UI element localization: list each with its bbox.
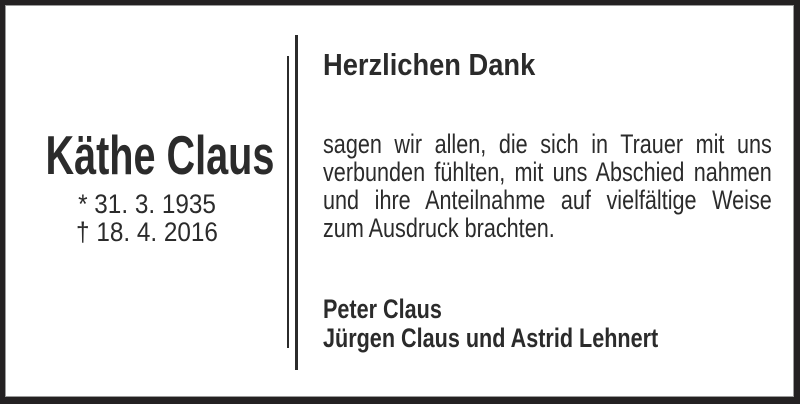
signatories [323, 295, 772, 353]
separator-rule-thin [287, 56, 289, 348]
body-line: und ihre Anteilnahme auf vielfältige Weise [323, 185, 772, 215]
death-date: † 18. 4. 2016 [76, 217, 218, 247]
deceased-name: Käthe Claus [45, 124, 275, 186]
signatory-name: Peter Claus [323, 294, 442, 324]
birth-date: * 31. 3. 1935 [78, 189, 216, 219]
notice-body [323, 130, 772, 242]
separator-rule-main [295, 35, 298, 370]
body-line: sagen wir allen, die sich in Trauer mit uns [323, 129, 772, 159]
life-dates [20, 190, 274, 246]
body-line: zum Ausdruck brachten. [323, 213, 555, 243]
notice-heading: Herzlichen Dank [323, 47, 536, 82]
signatory-name: Jürgen Claus und Astrid Lehnert [323, 323, 659, 353]
body-line: verbunden fühlten, mit uns Abschied nahmen [323, 157, 772, 187]
